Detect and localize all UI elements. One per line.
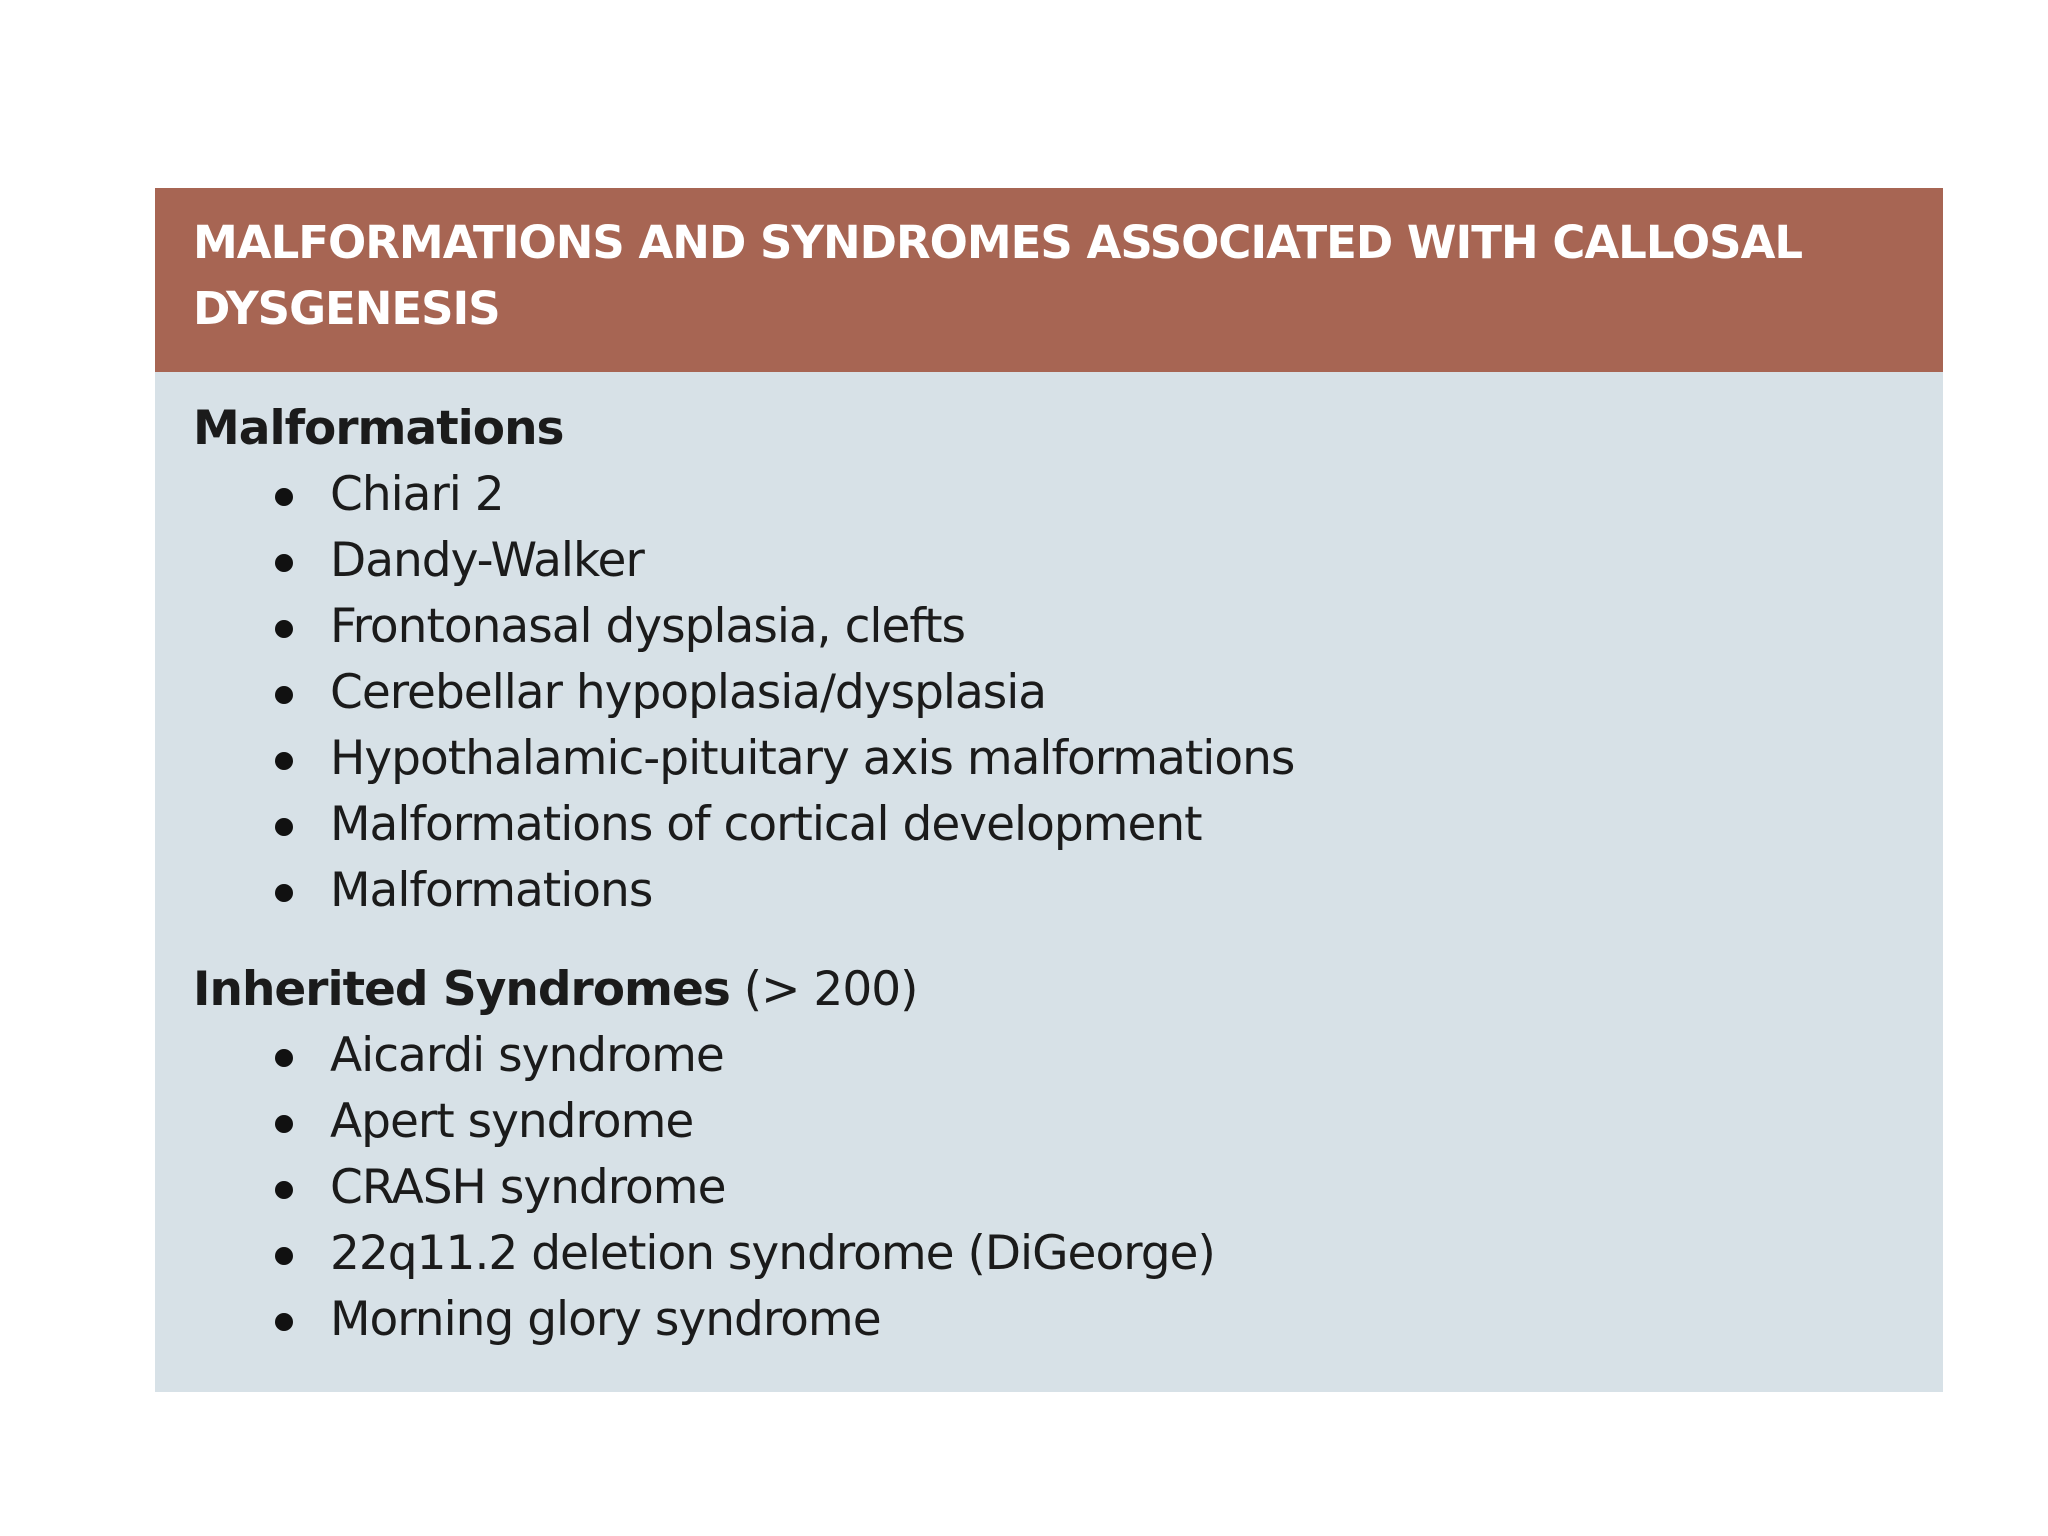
list-item	[193, 594, 1907, 660]
list-item-text: Malformations of cortical development	[330, 797, 1202, 852]
list-item	[193, 858, 1907, 924]
section-heading-title: Malformations	[193, 401, 564, 456]
box-header	[155, 188, 1943, 372]
bullet-icon	[275, 1247, 293, 1265]
list-item	[193, 792, 1907, 858]
list-item	[193, 1089, 1907, 1155]
list-item-text: CRASH syndrome	[330, 1160, 726, 1215]
inherited-syndromes-list	[193, 1023, 1907, 1353]
list-item-text: Apert syndrome	[330, 1094, 694, 1149]
section-malformations	[193, 396, 1907, 924]
info-box	[155, 188, 1943, 1392]
bullet-icon	[275, 620, 293, 638]
malformations-list	[193, 462, 1907, 924]
section-inherited-syndromes	[193, 957, 1907, 1353]
list-item-text: Hypothalamic-pituitary axis malformations	[330, 731, 1295, 786]
bullet-icon	[275, 818, 293, 836]
list-item-text: Frontonasal dysplasia, clefts	[330, 599, 966, 654]
bullet-icon	[275, 884, 293, 902]
section-heading-note: (> 200)	[743, 962, 918, 1017]
section-gap	[193, 924, 1907, 957]
section-heading	[193, 957, 1907, 1023]
list-item-text: 22q11.2 deletion syndrome (DiGeorge)	[330, 1226, 1215, 1281]
bullet-icon	[275, 1313, 293, 1331]
bullet-icon	[275, 686, 293, 704]
bullet-icon	[275, 1115, 293, 1133]
list-item-text: Morning glory syndrome	[330, 1292, 881, 1347]
list-item	[193, 660, 1907, 726]
list-item	[193, 462, 1907, 528]
bullet-icon	[275, 554, 293, 572]
list-item-text: Malformations	[330, 863, 653, 918]
bullet-icon	[275, 1049, 293, 1067]
list-item	[193, 1221, 1907, 1287]
bullet-icon	[275, 1181, 293, 1199]
bullet-icon	[275, 752, 293, 770]
section-heading-title: Inherited Syndromes	[193, 962, 730, 1017]
list-item-text: Aicardi syndrome	[330, 1028, 724, 1083]
list-item	[193, 1287, 1907, 1353]
list-item	[193, 528, 1907, 594]
list-item	[193, 1023, 1907, 1089]
list-item-text: Dandy-Walker	[330, 533, 644, 588]
box-title: MALFORMATIONS AND SYNDROMES ASSOCIATED WITH CALLOSAL DYSGENESIS	[193, 216, 1803, 335]
list-item	[193, 726, 1907, 792]
box-body	[155, 372, 1943, 1353]
list-item-text: Chiari 2	[330, 467, 504, 522]
bullet-icon	[275, 488, 293, 506]
list-item-text: Cerebellar hypoplasia/dysplasia	[330, 665, 1047, 720]
section-heading	[193, 396, 1907, 462]
list-item	[193, 1155, 1907, 1221]
